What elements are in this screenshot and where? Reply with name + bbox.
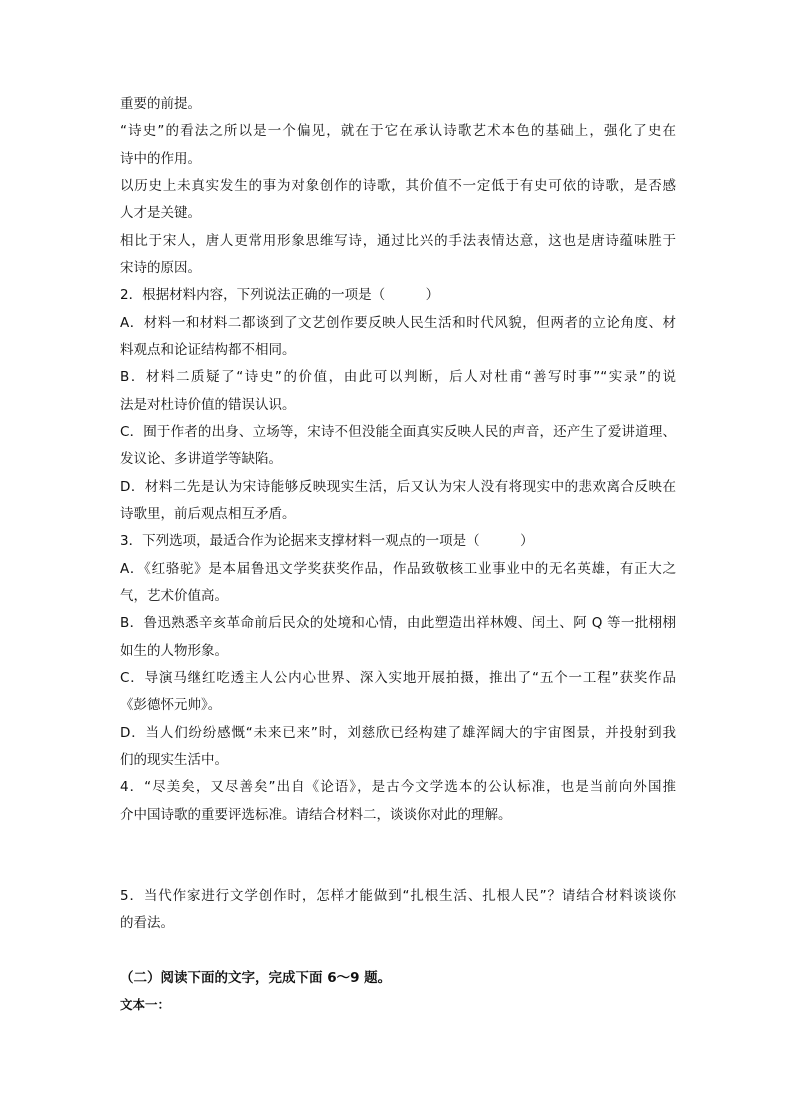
section-heading: （二）阅读下面的文字，完成下面 6～9 题。	[120, 970, 392, 986]
question-3-option-c: C．导演马继红吃透主人公内心世界、深入实地开展拍摄，推出了“五个一工程”获奖作品	[120, 670, 676, 686]
question-3-option-b: 如生的人物形象。	[120, 643, 228, 659]
question-3-option-b: B．鲁迅熟悉辛亥革命前后民众的处境和心情，由此塑造出祥林嫂、闰土、阿 Q 等一批栩栩	[120, 615, 676, 631]
question-2-option-c: 发议论、多讲道学等缺陷。	[120, 451, 282, 467]
question-2-option-c: C．囿于作者的出身、立场等，宋诗不但没能全面真实反映人民的声音，还产生了爱讲道理、	[120, 424, 676, 440]
question-4-stem: 4．“尽美矣，又尽善矣”出自《论语》，是古今文学选本的公认标准，也是当前向外国推	[120, 779, 676, 795]
question-3-option-c: 《彭德怀元帅》。	[120, 697, 222, 713]
question-2-option-d: 诗歌里，前后观点相互矛盾。	[120, 506, 296, 522]
question-3-stem: 3．下列选项，最适合作为论据来支撑材料一观点的一项是（ ）	[120, 533, 534, 549]
question-5-stem: 的看法。	[120, 915, 174, 931]
question-2-option-d: D．材料二先是认为宋诗能够反映现实生活，后又认为宋人没有将现实中的悲欢离合反映在	[120, 479, 676, 495]
text-line: 重要的前提。	[120, 96, 201, 112]
question-2-option-b: B．材料二质疑了“诗史”的价值，由此可以判断，后人对杜甫“善写时事”“实录”的说	[120, 369, 676, 385]
question-2-option-b: 法是对杜诗价值的错误认识。	[120, 397, 296, 413]
question-5-stem: 5．当代作家进行文学创作时，怎样才能做到“扎根生活、扎根人民”？请结合材料谈谈你	[120, 888, 676, 904]
question-3-option-a: 气，艺术价值高。	[120, 588, 228, 604]
text-line: 以历史上未真实发生的事为对象创作的诗歌，其价值不一定低于有史可依的诗歌，是否感	[120, 178, 676, 194]
question-3-option-d: 们的现实生活中。	[120, 752, 228, 768]
text-line: 相比于宋人，唐人更常用形象思维写诗，通过比兴的手法表情达意，这也是唐诗蕴味胜于	[120, 233, 676, 249]
question-2-option-a: A．材料一和材料二都谈到了文艺创作要反映人民生活和时代风貌，但两者的立论角度、材	[120, 315, 676, 331]
question-2-option-a: 料观点和论证结构都不相同。	[120, 342, 296, 358]
question-4-stem: 介中国诗歌的重要评选标准。请结合材料二，谈谈你对此的理解。	[120, 807, 512, 823]
question-2-stem: 2．根据材料内容，下列说法正确的一项是（ ）	[120, 287, 440, 303]
question-3-option-a: A．《红骆驼》是本届鲁迅文学奖获奖作品，作品致敬核工业事业中的无名英雄，有正大之	[120, 561, 676, 577]
text-line: 宋诗的原因。	[120, 260, 201, 276]
text-line: 诗中的作用。	[120, 151, 201, 167]
text-line: 人才是关键。	[120, 205, 201, 221]
text-label: 文本一：	[120, 997, 171, 1012]
question-3-option-d: D．当人们纷纷感慨“未来已来”时，刘慈欣已经构建了雄浑阔大的宇宙图景，并投射到我	[120, 725, 676, 741]
text-line: “诗史”的看法之所以是一个偏见，就在于它在承认诗歌艺术本色的基础上，强化了史在	[120, 123, 676, 139]
